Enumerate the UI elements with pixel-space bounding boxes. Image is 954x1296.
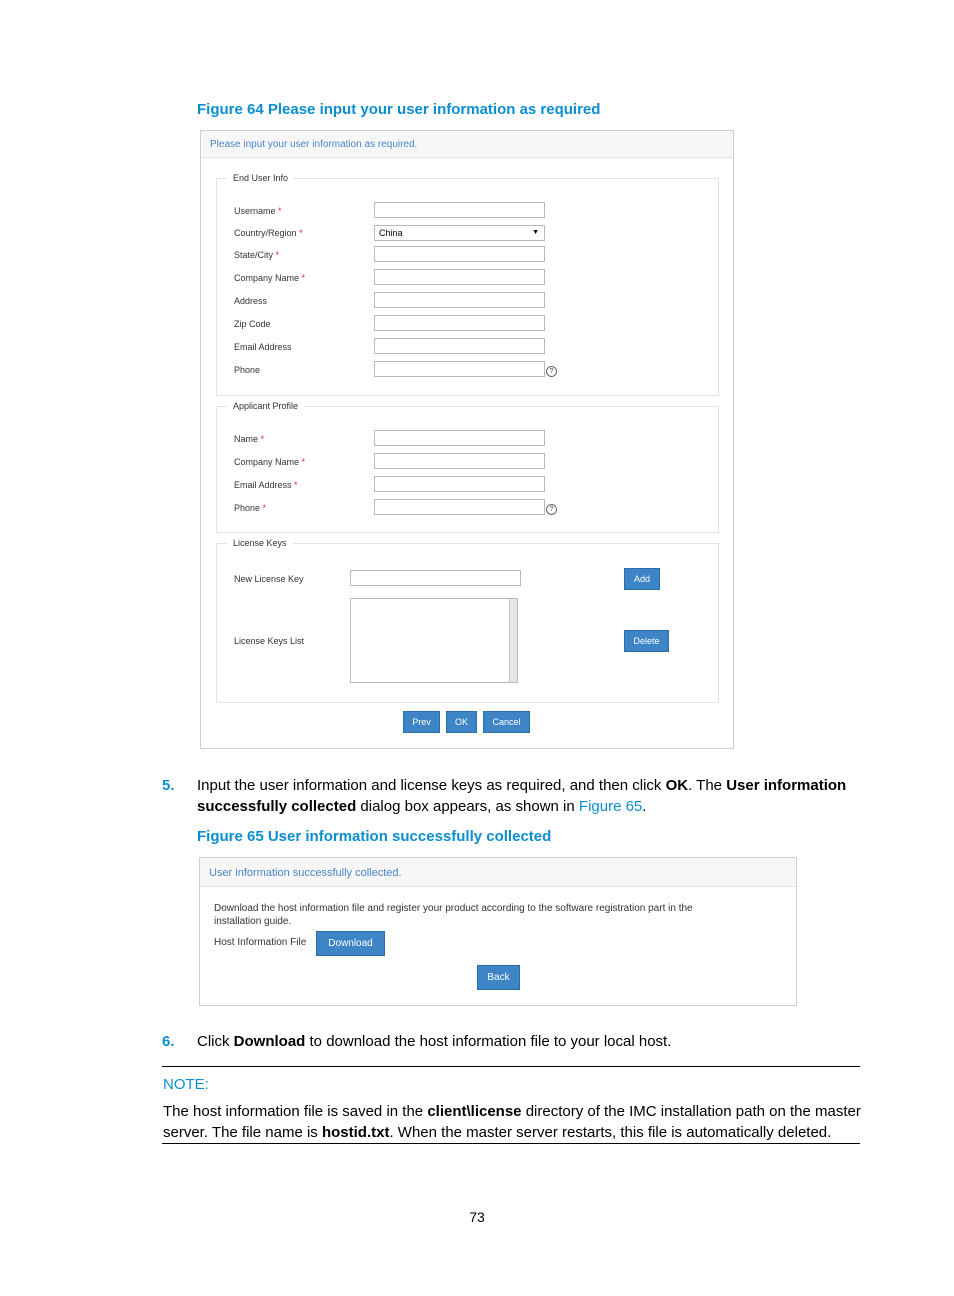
note-bottom-rule (162, 1143, 860, 1144)
phone-input[interactable] (374, 361, 545, 377)
zip-code-input[interactable] (374, 315, 545, 331)
applicant-name-label: Name * (234, 434, 265, 444)
note-text: The host information file is saved in the client\license directory of the IMC installation path on the master server. The file name is hostid.txt. When the master server restarts, this file is automatically deleted. (163, 1103, 861, 1141)
applicant-email-label: Email Address * (234, 480, 298, 490)
company-name-label: Company Name * (234, 273, 306, 283)
state-city-input[interactable] (374, 246, 545, 262)
applicant-name-input[interactable] (374, 430, 545, 446)
step-5-text: Input the user information and license keys as required, and then click OK. The User information successfully collected dialog box appears, as shown in Figure 65. (197, 777, 847, 815)
chevron-down-icon: ▼ (532, 229, 539, 236)
success-dialog (199, 857, 797, 1006)
user-info-dialog (200, 130, 734, 749)
step-6-text: Click Download to download the host information file to your local host. (197, 1033, 672, 1050)
new-license-key-label: New License Key (234, 574, 304, 584)
applicant-phone-label: Phone * (234, 503, 267, 513)
download-button[interactable]: Download (316, 931, 385, 956)
success-message: Download the host information file and register your product according to the software registration part in the installation guide. (214, 903, 693, 927)
host-information-file-label: Host Information File (214, 937, 307, 948)
help-icon[interactable]: ? (546, 366, 557, 377)
figure-64-caption: Figure 64 Please input your user information as required (197, 101, 601, 118)
cancel-button[interactable]: Cancel (483, 711, 530, 733)
note-top-rule (162, 1066, 860, 1067)
company-name-input[interactable] (374, 269, 545, 285)
username-label: Username * (234, 206, 282, 216)
email-address-label: Email Address (234, 342, 292, 352)
step-6-number: 6. (162, 1033, 175, 1050)
success-dialog-header-text: User information successfully collected. (209, 867, 402, 879)
zip-code-label: Zip Code (234, 319, 271, 329)
dialog-header-text: Please input your user information as required. (210, 139, 418, 150)
state-city-label: State/City * (234, 250, 280, 260)
license-keys-list-label: License Keys List (234, 636, 305, 646)
prev-button[interactable]: Prev (403, 711, 440, 733)
step-5-number: 5. (162, 777, 175, 794)
country-region-label: Country/Region * (234, 228, 303, 238)
applicant-company-label: Company Name * (234, 457, 306, 467)
address-input[interactable] (374, 292, 545, 308)
list-scrollbar[interactable] (509, 599, 517, 682)
license-keys-legend: License Keys (233, 538, 287, 548)
country-region-select[interactable] (374, 225, 545, 241)
phone-label: Phone (234, 365, 261, 375)
page-number: 73 (469, 1209, 485, 1225)
dialog-header (201, 131, 733, 158)
applicant-company-input[interactable] (374, 453, 545, 469)
delete-button[interactable]: Delete (624, 630, 669, 652)
back-button[interactable]: Back (477, 965, 520, 990)
new-license-key-input[interactable] (350, 570, 521, 586)
ok-button[interactable]: OK (446, 711, 477, 733)
address-label: Address (234, 296, 268, 306)
applicant-email-input[interactable] (374, 476, 545, 492)
help-icon[interactable]: ? (546, 504, 557, 515)
success-dialog-header (200, 858, 796, 887)
applicant-profile-legend: Applicant Profile (233, 401, 299, 411)
email-address-input[interactable] (374, 338, 545, 354)
figure-65-caption: Figure 65 User information successfully collected (197, 828, 552, 845)
add-button[interactable]: Add (624, 568, 660, 590)
end-user-info-legend: End User Info (233, 173, 289, 183)
figure-65-link[interactable]: Figure 65 (578, 798, 643, 815)
license-keys-list[interactable] (350, 598, 518, 683)
note-title: NOTE: (163, 1076, 209, 1093)
applicant-phone-input[interactable] (374, 499, 545, 515)
username-input[interactable] (374, 202, 545, 218)
country-region-value: China (379, 228, 403, 238)
